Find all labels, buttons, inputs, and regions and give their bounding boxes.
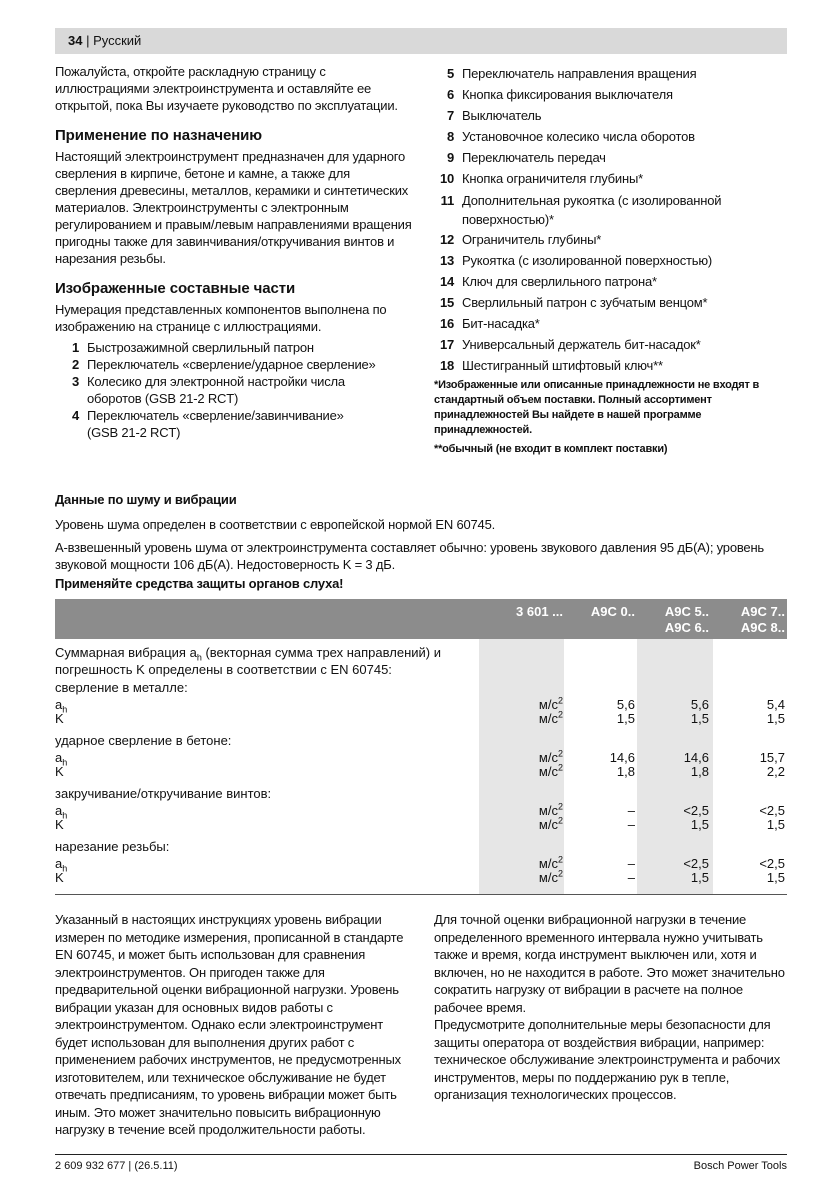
list-number: 16 <box>439 316 454 331</box>
header-col-4a: A9C 7.. <box>740 604 785 619</box>
unit-sup: 2 <box>557 801 563 812</box>
symbol-a: a <box>55 803 63 818</box>
list-item <box>434 168 787 189</box>
value-cell: <2,5 <box>683 803 709 818</box>
list-label: Рукоятка (с изолированной поверхностью) <box>462 253 713 268</box>
symbol-k: K <box>55 711 64 726</box>
bottom-left-text: Указанный в настоящих инструкциях уровень вибрации измерен по методике измерения, прописанной в стандарте EN 60745, и может быть использован для сравнения электроинструментов. Он пригоден также для предварительной оценки вибрационной нагрузки. Уровень вибрации указан для основных видов работы с электроинструментом. Однако если электроинструмент будет использован для выполнения других работ с применением рабочих инструментов, не предусмотренных изготовителем, или техническое обслуживание не будет отвечать предписаниям, то уровень вибрации может быть иным. Это может значительно повысить вибрационную нагрузку в течение всей продолжительности работы. <box>55 912 404 1137</box>
page-number: 34 <box>68 33 83 48</box>
header-col-3a: A9C 5.. <box>664 604 709 619</box>
noise-line-1: Уровень шума определен в соответствии с европейской нормой EN 60745. <box>55 517 496 532</box>
symbol-k: K <box>55 817 64 832</box>
symbol-a: a <box>55 856 63 871</box>
list-number: 13 <box>439 253 454 268</box>
list-item <box>434 126 787 147</box>
purpose-text: Настоящий электроинструмент предназначен для ударного сверления в кирпиче, бетоне и камне, а также для сверления древесины, металлов, керамики и синтетических материалов. Электроинструменты с электронным регулированием и правым/левым направлениями вращения пригодны также для завинчивания/откручивания винтов и нарезания резьбы. <box>55 149 412 266</box>
list-number: 14 <box>439 274 454 289</box>
value-cell: – <box>627 817 635 832</box>
value-cell: – <box>627 856 635 871</box>
list-item <box>434 63 787 84</box>
value-cell: 5,6 <box>690 697 709 712</box>
list-item <box>55 373 413 407</box>
value-cell: 14,6 <box>683 750 709 765</box>
unit-cell <box>495 869 563 886</box>
value-cell: 15,7 <box>759 750 785 765</box>
header-col-1: 3 601 ... <box>516 604 563 619</box>
page-header <box>55 28 787 54</box>
footnote-standard: **обычный (не входит в комплект поставки) <box>434 443 668 455</box>
list-label: Ограничитель глубины* <box>462 232 602 247</box>
list-item <box>434 191 787 229</box>
footer-brand: Bosch Power Tools <box>693 1160 787 1172</box>
list-label: Установочное колесико числа оборотов <box>462 129 695 144</box>
unit-text: м/с <box>538 764 558 779</box>
unit-text: м/с <box>538 711 558 726</box>
desc-sub: h <box>196 652 202 663</box>
vibration-table <box>55 599 787 895</box>
list-label: Ключ для сверлильного патрона* <box>462 274 657 289</box>
value-cell: 5,4 <box>766 697 785 712</box>
value-cell: <2,5 <box>759 803 785 818</box>
value-cell: – <box>627 870 635 885</box>
footer-doc-number: 2 609 932 677 | (26.5.11) <box>55 1160 178 1172</box>
components-intro: Нумерация представленных компонентов выполнена по изображению на странице с иллюстрациями. <box>55 302 387 334</box>
list-number: 12 <box>439 232 454 247</box>
value-cell: 1,5 <box>690 817 709 832</box>
list-label: Выключатель <box>462 108 542 123</box>
list-item <box>434 105 787 126</box>
header-separator: | <box>82 33 94 48</box>
list-item <box>434 313 787 334</box>
list-label: Шестигранный штифтовый ключ** <box>462 358 663 373</box>
list-label: Переключатель направления вращения <box>462 66 697 81</box>
desc-rest: (векторная сумма трех направлений) и погрешность K определены в соответствии с EN 60745: <box>55 645 441 677</box>
list-item <box>434 250 787 271</box>
noise-line-2: А-взвешенный уровень шума от электроинструмента составляет обычно: уровень звукового давления 95 дБ(A); уровень звуковой мощности 106 дБ(A). Недостоверность K = 3 дБ. <box>55 540 764 572</box>
unit-sup: 2 <box>557 815 563 826</box>
symbol-sub: h <box>62 757 68 768</box>
value-cell: <2,5 <box>759 856 785 871</box>
value-cell: 1,5 <box>690 870 709 885</box>
list-item <box>434 334 787 355</box>
unit-sup: 2 <box>557 695 563 706</box>
list-label: Быстрозажимной сверлильный патрон <box>87 340 314 355</box>
symbol-sub: h <box>62 704 68 715</box>
list-number: 18 <box>439 358 454 373</box>
symbol-k: K <box>55 764 64 779</box>
table-header <box>55 599 787 639</box>
header-col-2: A9C 0.. <box>590 604 635 619</box>
unit-cell <box>495 710 563 727</box>
unit-sup: 2 <box>557 748 563 759</box>
header-col-4b: A9C 8.. <box>740 620 785 635</box>
list-item <box>434 271 787 292</box>
bottom-right-column <box>434 911 787 1104</box>
list-item <box>55 356 413 373</box>
section-title: сверление в металле: <box>55 680 188 695</box>
bottom-right-text-1: Для точной оценки вибрационной нагрузки в течение определенного временного интервала нужно учитывать также и время, когда инструмент выключен или, хотя и включен, но не находится в работе. Это может значительно сократить нагрузку от вибрации в расчете на полное рабочее время. <box>434 912 785 1015</box>
list-item <box>434 84 787 105</box>
bottom-right-text-2: Предусмотрите дополнительные меры безопасности для защиты оператора от воздействия вибрации, например: техническое обслуживание электроинструмента и рабочих инструментов, меры по поддержанию рук в тепле, организация технологических процессов. <box>434 1017 780 1102</box>
components-list-left <box>55 339 413 441</box>
left-column <box>55 63 413 441</box>
unit-text: м/с <box>538 817 558 832</box>
section-title: нарезание резьбы: <box>55 839 170 854</box>
value-cell: 1,8 <box>616 764 635 779</box>
value-cell: 1,5 <box>766 711 785 726</box>
value-cell: 2,2 <box>766 764 785 779</box>
list-number: 3 <box>71 374 79 389</box>
list-item <box>55 339 413 356</box>
unit-text: м/с <box>538 870 558 885</box>
list-number: 10 <box>439 171 454 186</box>
purpose-heading: Применение по назначению <box>55 127 262 144</box>
list-item <box>434 229 787 250</box>
symbol-sub: h <box>62 863 68 874</box>
list-item <box>434 355 787 376</box>
list-label: Переключатель «сверление/ударное сверление» <box>87 357 376 372</box>
noise-line-3: Применяйте средства защиты органов слуха! <box>55 576 344 591</box>
list-label: Универсальный держатель бит-насадок* <box>462 337 701 352</box>
list-label: Переключатель «сверление/завинчивание» (GSB 21-2 RCT) <box>87 408 344 440</box>
section-title: закручивание/откручивание винтов: <box>55 786 272 801</box>
table-bottom-rule <box>55 894 787 895</box>
value-cell: 14,6 <box>609 750 635 765</box>
value-cell: 1,5 <box>616 711 635 726</box>
noise-heading: Данные по шуму и вибрации <box>55 492 237 507</box>
unit-text: м/с <box>538 750 558 765</box>
unit-cell <box>495 763 563 780</box>
unit-text: м/с <box>538 856 558 871</box>
list-number: 1 <box>71 340 79 355</box>
list-label: Колесико для электронной настройки числа оборотов (GSB 21-2 RCT) <box>87 374 345 406</box>
components-list-right <box>434 63 787 376</box>
symbol-sub: h <box>62 810 68 821</box>
list-item <box>434 147 787 168</box>
list-number: 4 <box>71 408 79 423</box>
list-label: Кнопка ограничителя глубины* <box>462 171 643 186</box>
right-column <box>434 63 787 457</box>
footnote-accessories: *Изображенные или описанные принадлежности не входят в стандартный объем поставки. Полный ассортимент принадлежностей Вы найдете в нашей программе принадлежностей. <box>434 379 760 436</box>
list-label: Сверлильный патрон с зубчатым венцом* <box>462 295 708 310</box>
list-number: 8 <box>446 129 454 144</box>
unit-cell <box>495 816 563 833</box>
section-title: ударное сверление в бетоне: <box>55 733 232 748</box>
list-number: 6 <box>446 87 454 102</box>
symbol-k: K <box>55 870 64 885</box>
table-description <box>55 644 475 678</box>
value-cell: 1,8 <box>690 764 709 779</box>
list-number: 9 <box>446 150 454 165</box>
header-col-3b: A9C 6.. <box>664 620 709 635</box>
list-label: Кнопка фиксирования выключателя <box>462 87 673 102</box>
unit-sup: 2 <box>557 854 563 865</box>
list-item <box>434 292 787 313</box>
unit-text: м/с <box>538 697 558 712</box>
value-cell: 1,5 <box>766 870 785 885</box>
value-cell: 1,5 <box>690 711 709 726</box>
symbol-a: a <box>55 750 63 765</box>
list-number: 17 <box>439 337 454 352</box>
header-text <box>68 33 141 48</box>
desc-start: Суммарная вибрация a <box>55 645 197 660</box>
list-number: 11 <box>440 193 454 208</box>
unit-sup: 2 <box>557 762 563 773</box>
footer-rule <box>55 1154 787 1155</box>
list-label: Дополнительная рукоятка (с изолированной поверхностью)* <box>462 193 722 227</box>
value-cell: 1,5 <box>766 817 785 832</box>
unit-sup: 2 <box>557 868 563 879</box>
list-number: 2 <box>71 357 79 372</box>
header-language: Русский <box>93 33 142 48</box>
value-cell: 5,6 <box>616 697 635 712</box>
list-label: Бит-насадка* <box>462 316 540 331</box>
unit-text: м/с <box>538 803 558 818</box>
list-item <box>55 407 413 441</box>
value-cell: – <box>627 803 635 818</box>
list-number: 7 <box>446 108 454 123</box>
value-cell: <2,5 <box>683 856 709 871</box>
components-heading: Изображенные составные части <box>55 280 296 297</box>
list-label: Переключатель передач <box>462 150 606 165</box>
list-number: 15 <box>439 295 454 310</box>
intro-text: Пожалуйста, откройте раскладную страницу с иллюстрациями электроинструмента и оставляйте ее открытой, пока Вы изучаете руководство по эксплуатации. <box>55 64 398 113</box>
list-number: 5 <box>446 66 454 81</box>
symbol-a: a <box>55 697 63 712</box>
unit-sup: 2 <box>557 709 563 720</box>
